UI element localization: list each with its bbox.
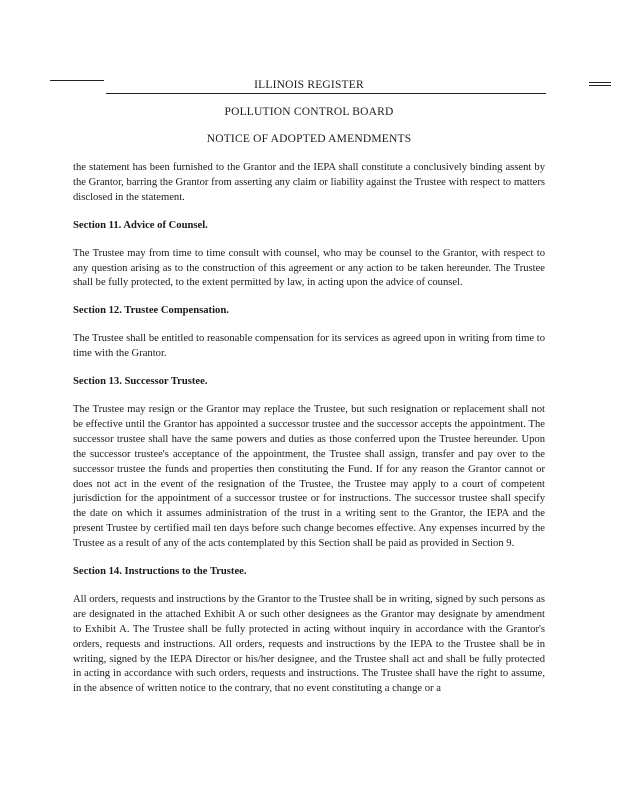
header-rule-main xyxy=(106,93,546,94)
document-body xyxy=(73,161,545,710)
section-14-paragraph: All orders, requests and instructions by the Grantor to the Trustee shall be in writing, signed by such persons as are designated in the attached Exhibit A or such other designees as the Grantor may designate by amendment to Exhibit A. The Trustee shall be fully protected in acting without inquiry in accordance with the Grantor's orders, requests and instructions. All orders, requests and instructions by the IEPA to the Trustee shall be in writing, signed by the IEPA Director or his/her designee, and the Trustee shall act and shall be fully protected in acting in accordance with such orders, requests and instructions. The Trustee shall have the right to assume, in the absence of written notice to the contrary, that no event constituting a change or a xyxy=(73,593,545,695)
section-14-heading: Section 14. Instructions to the Trustee. xyxy=(73,566,247,578)
section-11-paragraph: The Trustee may from time to time consult with counsel, who may be counsel to the Grantor, with respect to any question arising as to the construction of this agreement or any action to be taken hereunder. The Trustee shall be fully protected, to the extent permitted by law, in acting upon the advice of counsel. xyxy=(73,247,545,289)
notice-title: NOTICE OF ADOPTED AMENDMENTS xyxy=(206,133,412,145)
section-13-heading: Section 13. Successor Trustee. xyxy=(73,376,208,388)
section-11-heading: Section 11. Advice of Counsel. xyxy=(73,219,208,231)
agency-name: POLLUTION CONTROL BOARD xyxy=(224,106,394,118)
section-12-heading: Section 12. Trustee Compensation. xyxy=(73,305,229,317)
section-12-paragraph: The Trustee shall be entitled to reasonable compensation for its services as agreed upon in writing from time to time with the Grantor. xyxy=(73,333,545,360)
register-title: ILLINOIS REGISTER xyxy=(254,79,364,91)
section-13-paragraph: The Trustee may resign or the Grantor may replace the Trustee, but such resignation or replacement shall not be effective until the Grantor has appointed a successor trustee and the successor accepts the appointment. The successor trustee shall have the same powers and duties as those conferred upon the Trustee hereunder. Upon the successor trustee's acceptance of the appointment, the Trustee shall assign, transfer and pay over to the successor trustee the funds and properties then constituting the Fund. If for any reason the Grantor cannot or does not act in the event of the resignation of the Trustee, the Trustee may apply to a court of competent jurisdiction for the appointment of a successor trustee or for instructions. The successor trustee shall specify the date on which it assumes administration of the trust in a writing sent to the Grantor, the IEPA and the present Trustee by certified mail ten days before such change becomes effective. Any expenses incurred by the Trustee as a result of any of the acts contemplated by this Section shall be paid as provided in Section 9. xyxy=(73,403,545,550)
intro-paragraph: the statement has been furnished to the Grantor and the IEPA shall constitute a conclusively binding assent by the Grantor, barring the Grantor from asserting any claim or liability against the Trustee with respect to matters disclosed in the statement. xyxy=(73,162,545,203)
